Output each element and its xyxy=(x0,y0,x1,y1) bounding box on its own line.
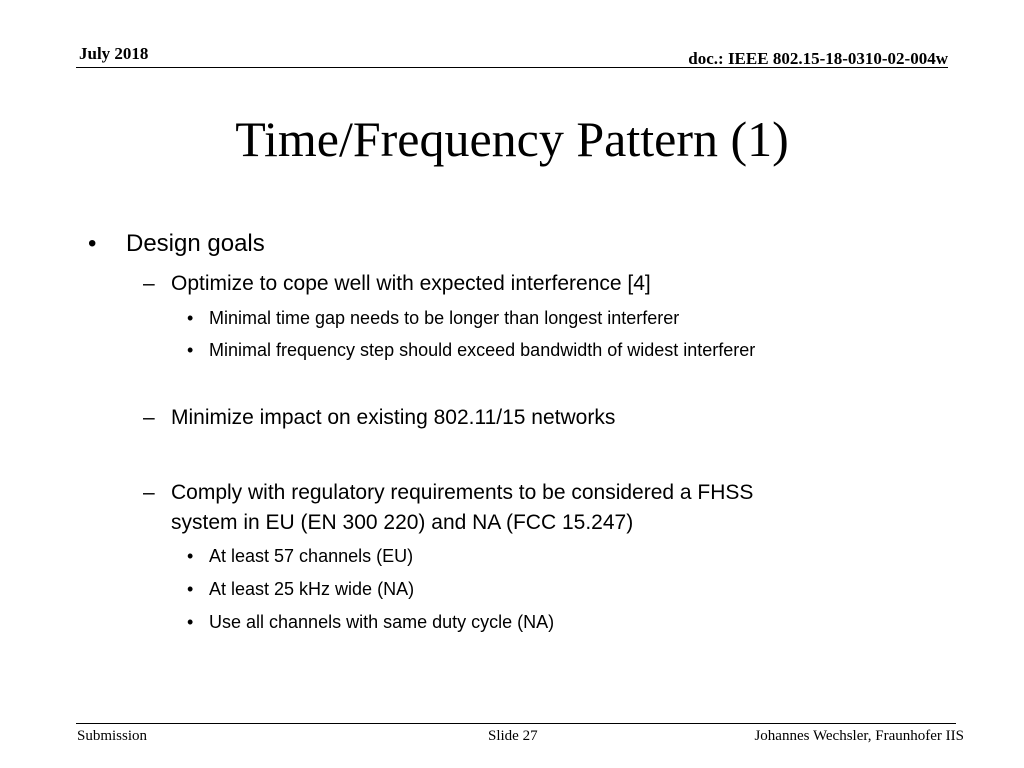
bullet-marker-level3: • xyxy=(187,579,194,599)
footer-submission: Submission xyxy=(77,728,148,744)
header-date: July 2018 xyxy=(79,44,149,63)
bullet-marker-level2: – xyxy=(143,481,155,504)
header-doc-id: doc.: IEEE 802.15-18-0310-02-004w xyxy=(688,49,948,68)
bullet-marker-level2: – xyxy=(143,406,155,429)
bullet-comply-regulatory-line2: system in EU (EN 300 220) and NA (FCC 15.247) xyxy=(171,511,634,534)
footer-author: Johannes Wechsler, Fraunhofer IIS xyxy=(754,728,964,744)
bullet-comply-regulatory-line1: Comply with regulatory requirements to be considered a FHSS xyxy=(171,481,754,504)
header-divider xyxy=(76,67,948,68)
bullet-minimize-impact: Minimize impact on existing 802.11/15 networks xyxy=(171,406,616,429)
bullet-same-duty-cycle: Use all channels with same duty cycle (NA) xyxy=(209,612,555,632)
footer-divider xyxy=(76,723,956,724)
bullet-marker-level3: • xyxy=(187,546,194,566)
bullet-marker-level3: • xyxy=(187,308,194,328)
footer-slide-number: Slide 27 xyxy=(488,728,538,744)
bullet-design-goals: Design goals xyxy=(126,230,265,257)
bullet-marker-level2: – xyxy=(143,272,155,295)
bullet-optimize-interference: Optimize to cope well with expected interference [4] xyxy=(171,272,651,295)
bullet-25khz-wide: At least 25 kHz wide (NA) xyxy=(209,579,415,599)
bullet-min-frequency-step: Minimal frequency step should exceed bandwidth of widest interferer xyxy=(209,340,756,360)
bullet-min-time-gap: Minimal time gap needs to be longer than longest interferer xyxy=(209,308,680,328)
bullet-marker-level3: • xyxy=(187,340,194,360)
bullet-marker-level1: • xyxy=(88,230,97,257)
slide-title: Time/Frequency Pattern (1) xyxy=(235,111,789,167)
bullet-57-channels: At least 57 channels (EU) xyxy=(209,546,414,566)
bullet-marker-level3: • xyxy=(187,612,194,632)
